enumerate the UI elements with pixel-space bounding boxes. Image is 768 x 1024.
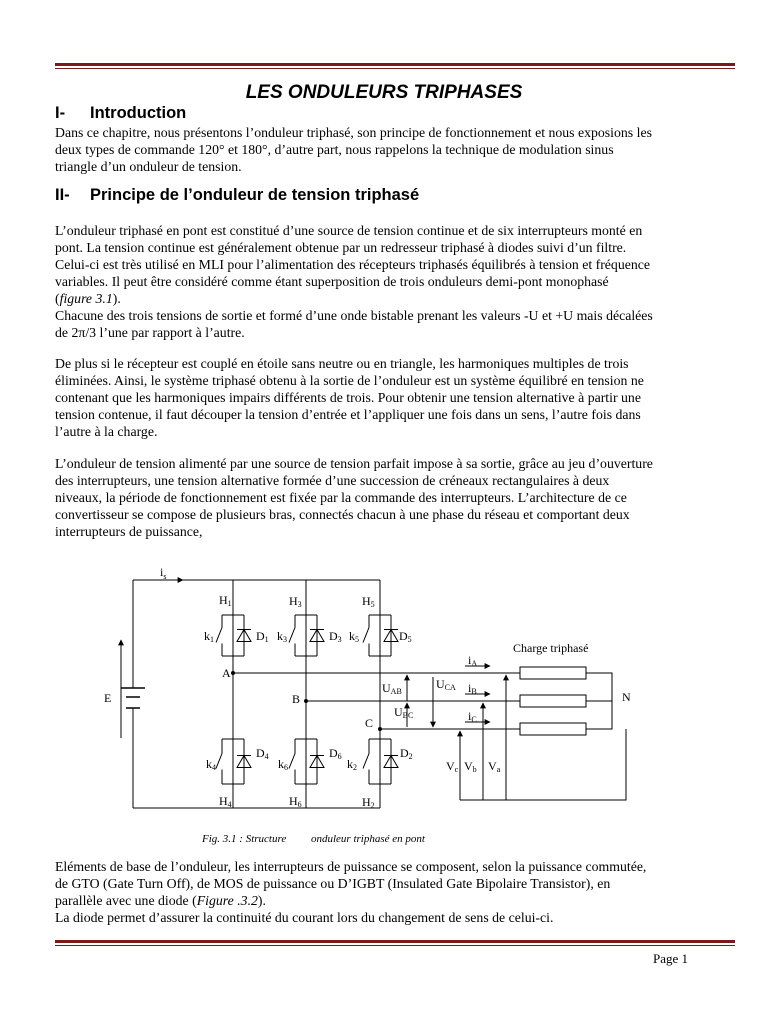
figure-reference: figure 3.1 xyxy=(59,291,113,306)
load-c xyxy=(520,723,586,735)
va-label: Va xyxy=(488,759,501,774)
ubc-label: UBC xyxy=(394,705,414,720)
d6-label: D6 xyxy=(329,746,342,761)
section-1-title: Introduction xyxy=(90,104,187,122)
node-b-label: B xyxy=(292,692,301,706)
text-line: des interrupteurs, une tension alternative formée d’une succession de créneaux rectangulaires à deux xyxy=(55,473,610,488)
text-line: niveaux, la période de fonctionnement est fixée par la commande des interrupteurs. L’architecture de ce xyxy=(55,490,627,505)
h1-label: H1 xyxy=(219,593,232,608)
h4-label: H4 xyxy=(219,794,232,809)
node-a-label: A xyxy=(222,666,231,680)
text-line: L’onduleur de tension alimenté par une source de tension parfait impose à sa sortie, grâce au jeu d’ouverture xyxy=(55,456,653,471)
section-2-number: II- xyxy=(55,186,70,204)
ib-label: iB xyxy=(468,681,477,696)
d1-label: D1 xyxy=(256,629,269,644)
ia-label: iA xyxy=(468,653,478,668)
figure-reference: Figure .3.2 xyxy=(196,893,258,908)
k6-label: k6 xyxy=(278,757,288,772)
text-line: convertisseur se compose de plusieurs bras, connectés chacun à une phase du réseau et comportant deux xyxy=(55,507,630,522)
ic-label: iC xyxy=(468,709,477,724)
text-line: Chacune des trois tensions de sortie et formé d’une onde bistable prenant les valeurs -U et +U mais décalées xyxy=(55,308,653,323)
d4-label: D4 xyxy=(256,746,269,761)
text-line: Dans ce chapitre, nous présentons l’onduleur triphasé, son principe de fonctionnement et nous exposions les xyxy=(55,125,652,140)
page-number: Page 1 xyxy=(652,951,688,966)
text-line: l’autre à la charge. xyxy=(55,424,158,439)
text-line: De plus si le récepteur est couplé en étoile sans neutre ou en triangle, les harmoniques multiples de trois xyxy=(55,356,629,371)
text-line: contenant que les harmoniques impairs différents de trois. Pour obtenir une tension alternative à partir une xyxy=(55,390,641,405)
k5-label: k5 xyxy=(349,629,359,644)
text-line: interrupteurs de puissance, xyxy=(55,524,203,539)
text-line: de GTO (Gate Turn Off), de MOS de puissance ou D’IGBT (Insulated Gate Bipolaire Transistor), en xyxy=(55,876,611,891)
d2-label: D2 xyxy=(400,746,413,761)
k1-label: k1 xyxy=(204,629,214,644)
charge-label: Charge triphasé xyxy=(513,641,589,655)
neutral-bus xyxy=(586,673,612,729)
text-line: variables. Il peut être considéré comme étant superposition de trois onduleurs demi-pont monophasé xyxy=(55,274,609,289)
h2-label: H2 xyxy=(362,795,375,810)
bottom-rule xyxy=(55,940,735,946)
text-line: parallèle avec une diode (Figure .3.2). xyxy=(55,893,266,908)
node-c-label: C xyxy=(365,716,374,730)
vb-label: Vb xyxy=(464,759,477,774)
uca-label: UCA xyxy=(436,677,456,692)
section-1-number: I- xyxy=(55,104,66,122)
text-line: La diode permet d’assurer la continuité du courant lors du changement de sens de celui-ci. xyxy=(55,910,554,925)
vc-label: Vc xyxy=(446,759,459,774)
uab-label: UAB xyxy=(382,681,402,696)
load-a xyxy=(520,667,586,679)
h6-label: H6 xyxy=(289,794,302,809)
text-line: Celui-ci est très utilisé en MLI pour l’alimentation des récepteurs triphasés équilibrés à tension et fréquence xyxy=(55,257,650,272)
is-label: $i_s$ xyxy=(160,565,167,581)
d3-label: D3 xyxy=(329,629,342,644)
text-line: L’onduleur triphasé en pont est constitué d’une source de tension continue et de six interrupteurs monté en xyxy=(55,223,643,238)
components-paragraph xyxy=(55,858,735,926)
k2-label: k2 xyxy=(347,757,357,772)
text-line: deux types de commande 120° et 180°, d’autre part, nous rappelons la technique de modulation sinus xyxy=(55,142,614,157)
text-line: triangle d’un onduleur de tension. xyxy=(55,159,242,174)
figure-caption: Fig. 3.1 : Structure onduleur triphasé en pont xyxy=(202,833,425,845)
neutral-label: N xyxy=(622,690,631,704)
section-2-title: Principe de l’onduleur de tension triphasé xyxy=(90,186,420,204)
source-label: E xyxy=(104,691,112,705)
text-line: éliminées. Ainsi, le système triphasé obtenu à la sortie de l’onduleur est un système équilibré en tension ne xyxy=(55,373,644,388)
voltage-reference-line xyxy=(460,729,626,800)
text-line: pont. La tension continue est généralement obtenue par un redresseur triphasé à diodes suivi d’un filtre. xyxy=(55,240,627,255)
h3-label: H3 xyxy=(289,594,302,609)
text-line: tension contenue, il faut découper la tension d’entrée et l’appliquer une fois dans un sens, l’autre fois dans xyxy=(55,407,641,422)
text-line: de 2π/3 l’une par rapport à l’autre. xyxy=(55,325,245,340)
text-line: (figure 3.1). xyxy=(55,291,121,306)
h5-label: H5 xyxy=(362,594,375,609)
d5-label: D5 xyxy=(399,629,412,644)
text-line: Eléments de base de l’onduleur, les interrupteurs de puissance se composent, selon la puissance commutée, xyxy=(55,859,647,874)
k4-label: k4 xyxy=(206,757,216,772)
page-title: LES ONDULEURS TRIPHASES xyxy=(245,82,523,103)
k3-label: k3 xyxy=(277,629,287,644)
load-b xyxy=(520,695,586,707)
